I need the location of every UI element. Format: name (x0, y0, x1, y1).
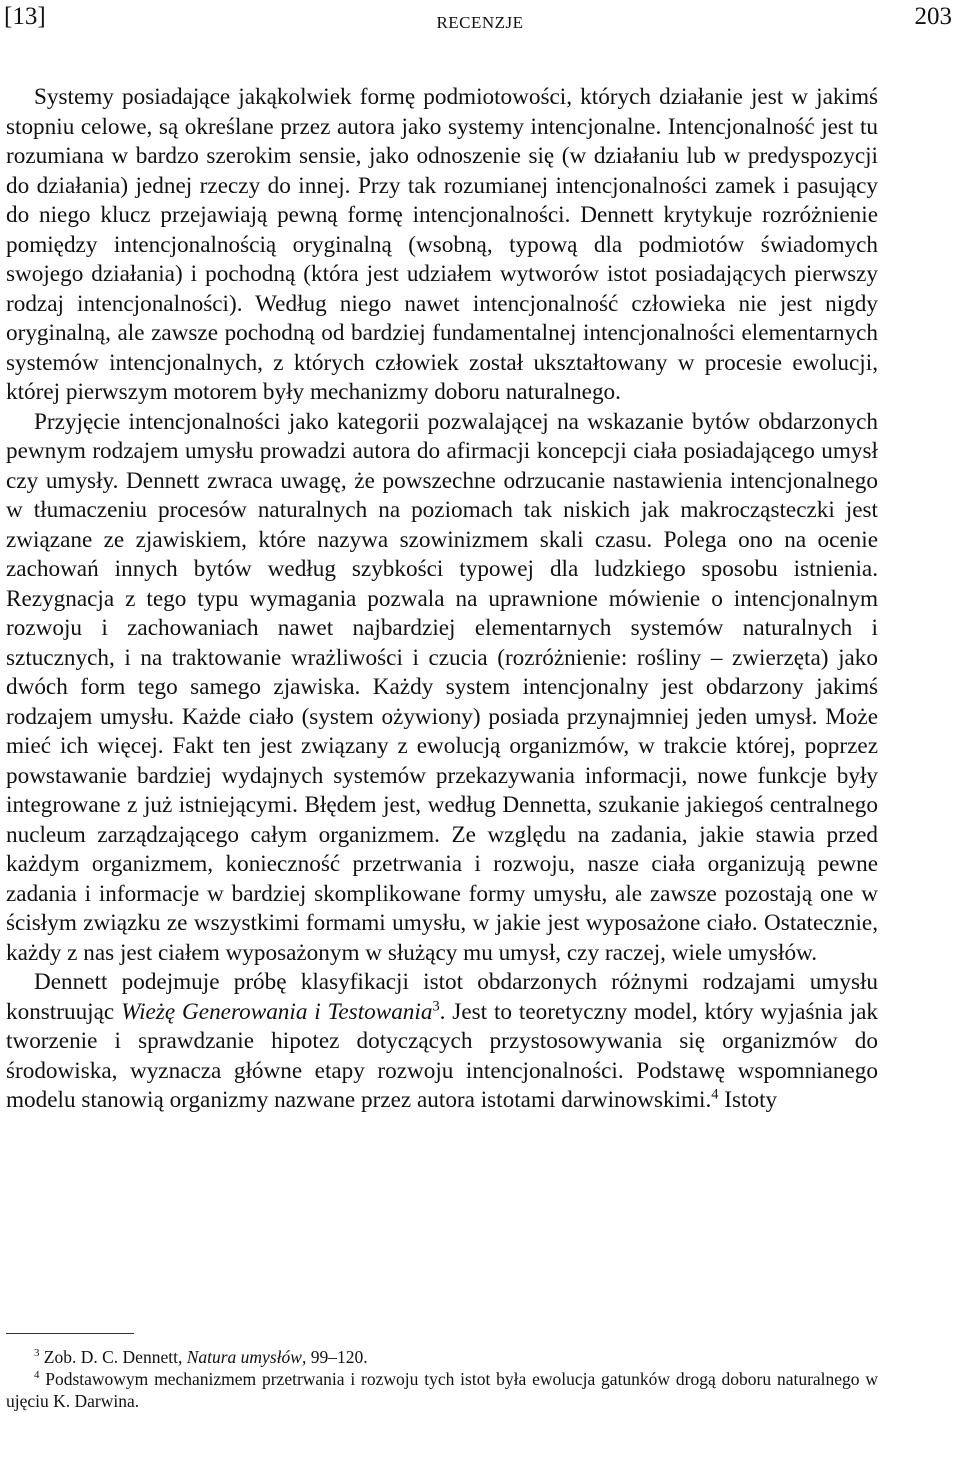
paragraph-3-text-b: . Jest to teoretyczny model, który wyjaśnia jak tworzenie i sprawdzanie hipotez dotyczących przystosowywania się organizmów do środowiska, wyznacza główne etapy rozwoju intencjonalności. Podstawę wspomnianego modelu stanowią organizmy nazwane przez autora istotami darwinowskimi. (6, 998, 879, 1113)
section-number: [13] (4, 3, 46, 30)
footnote-4-text: Podstawowym mechanizmem przetrwania i rozwoju tych istot była ewolucja gatunków drogą doboru naturalnego w ujęciu K. Darwina. (6, 1369, 878, 1411)
footnote-3-title: Natura umysłów (186, 1347, 302, 1367)
footnote-4 (6, 1368, 878, 1412)
footnote-4-number: 4 (34, 1369, 40, 1382)
paragraph-2: Przyjęcie intencjonalności jako kategorii pozwalającej na wskazanie bytów obdarzonych pewnym rodzajem umysłu prowadzi autora do afirmacji koncepcji ciała posiadającego umysł czy umysły. Dennett zwraca uwagę, że powszechne odrzucanie nastawienia intencjonalnego w tłumaczeniu procesów naturalnych na poziomach tak niskich jak makrocząsteczki jest związane ze zjawiskiem, które nazywa szowinizmem skali czasu. Polega ono na ocenie zachowań innych bytów według szybkości typowej dla ludzkiego sposobu istnienia. Rezygnacja z tego typu wymagania pozwala na uprawnione mówienie o intencjonalnym rozwoju i zachowaniach nawet najbardziej elementarnych systemów naturalnych i sztucznych, i na traktowanie wrażliwości i czucia (rozróżnienie: rośliny – zwierzęta) jako dwóch form tego samego zjawiska. Każdy system intencjonalny jest obdarzony jakimś rodzajem umysłu. Każde ciało (system ożywiony) posiada przynajmniej jeden umysł. Może mieć ich więcej. Fakt ten jest związany z ewolucją organizmów, w trakcie której, poprzez powstawanie bardziej wydajnych systemów przekazywania informacji, nowe funkcje były integrowane z już istniejącymi. Błędem jest, według Dennetta, szukanie jakiegoś centralnego nucleum zarządzającego całym organizmem. Ze względu na zadania, jakie stawia przed każdym organizmem, konieczność przetrwania i rozwoju, nasze ciała organizują pewne zadania i informacje w bardziej skomplikowane formy umysłu, ale zawsze pozostają one w ścisłym związku ze wszystkimi formami umysłu, w jakie jest wyposażone ciało. Ostatecznie, każdy z nas jest ciałem wyposażonym w służący mu umysł, czy raczej, wiele umysłów. (6, 408, 878, 966)
footnote-3-text-b: , 99–120. (301, 1347, 368, 1367)
body-text (6, 83, 878, 1116)
footnote-3-text-a: Zob. D. C. Dennett, (39, 1347, 187, 1367)
footnote-ref-3: 3 (432, 997, 440, 1014)
paragraph-3-text-a: Dennett podejmuje próbę klasyfikacji istot obdarzonych różnymi rodzajami umysłu konstruując (6, 969, 878, 1025)
footnotes (6, 1346, 878, 1412)
paragraph-1: Systemy posiadające jakąkolwiek formę podmiotowości, których działanie jest w jakimś stopniu celowe, są określane przez autora jako systemy intencjonalne. Intencjonalność jest tu rozumiana w bardzo szerokim sensie, jako odnoszenie się (w działaniu lub w predyspozycji do działania) jednej rzeczy do innej. Przy tak rozumianej intencjonalności zamek i pasujący do niego klucz przejawiają pewną formę intencjonalności. Dennett krytykuje rozróżnienie pomiędzy intencjonalnością oryginalną (wsobną, typową dla podmiotów świadomych swojego działania) i pochodną (która jest udziałem wytworów istot posiadających pierwszy rodzaj intencjonalności). Według niego nawet intencjonalność człowieka nie jest nigdy oryginalną, ale zawsze pochodną od bardziej fundamentalnej intencjonalności elementarnych systemów intencjonalnych, z których człowiek został ukształtowany w procesie ewolucji, której pierwszym motorem były mechanizmy doboru naturalnego. (6, 84, 878, 405)
paragraph-3-text-c: Istoty (718, 1087, 778, 1113)
footnote-divider (6, 1333, 134, 1334)
book-title-italic: Wieżę Generowania i Testowania (121, 998, 433, 1025)
page-number: 203 (914, 3, 952, 30)
footnote-ref-4: 4 (711, 1086, 719, 1103)
footnote-3-number: 3 (34, 1347, 40, 1360)
paragraph-3 (6, 968, 878, 1116)
running-header: RECENZJE (436, 13, 524, 32)
footnote-3 (6, 1346, 878, 1368)
